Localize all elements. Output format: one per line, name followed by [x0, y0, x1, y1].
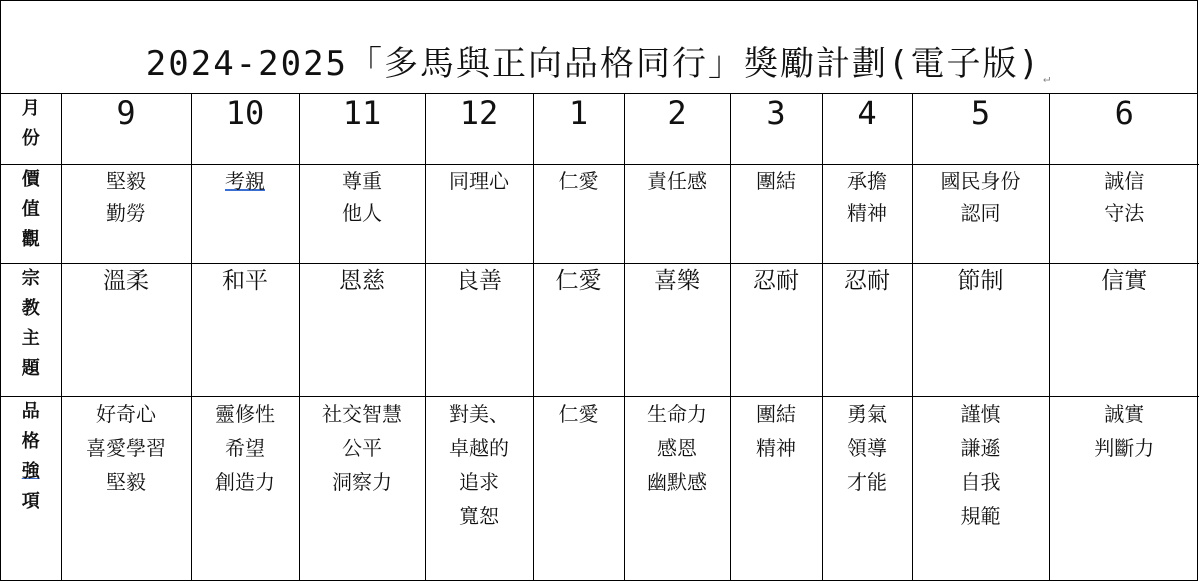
values-row-header	[1, 164, 61, 263]
strengths-text: 追求	[459, 469, 499, 494]
values-cell	[191, 164, 299, 263]
strengths-cell	[425, 396, 533, 580]
religion-text: 忍耐	[844, 267, 890, 294]
values-header-char: 值	[21, 198, 40, 220]
strengths-header-char: 項	[21, 490, 40, 512]
values-cell	[425, 164, 533, 263]
strengths-text: 誠實	[1104, 401, 1145, 426]
month-cell: 11	[299, 94, 425, 164]
values-text: 團結	[756, 168, 796, 193]
religion-row	[1, 263, 1199, 396]
strengths-text: 幽默感	[647, 469, 707, 494]
strengths-row	[1, 396, 1199, 580]
strengths-cell	[912, 396, 1049, 580]
strengths-text: 社交智慧	[322, 401, 402, 426]
month-cell: 4	[822, 94, 912, 164]
strengths-text: 感恩	[657, 435, 697, 460]
strengths-text: 堅毅	[106, 469, 146, 494]
religion-cell	[624, 263, 730, 396]
religion-cell	[730, 263, 822, 396]
religion-text: 溫柔	[103, 267, 149, 294]
strengths-text: 公平	[342, 435, 382, 460]
strengths-text: 對美、	[449, 401, 509, 426]
month-row	[1, 94, 1199, 164]
values-cell	[624, 164, 730, 263]
religion-cell	[299, 263, 425, 396]
strengths-text: 團結	[756, 401, 796, 426]
strengths-text: 寬恕	[459, 503, 499, 528]
religion-text: 忍耐	[753, 267, 799, 294]
religion-header-char: 宗	[21, 267, 40, 289]
title-row	[1, 1, 1197, 94]
religion-cell	[1049, 263, 1199, 396]
strengths-cell	[624, 396, 730, 580]
strengths-text: 勇氣	[847, 401, 887, 426]
month-cell: 10	[191, 94, 299, 164]
strengths-text: 仁愛	[558, 401, 599, 426]
values-text: 尊重	[342, 168, 382, 193]
strengths-text: 自我	[960, 469, 1001, 494]
strengths-cell	[299, 396, 425, 580]
values-cell	[61, 164, 191, 263]
values-cell	[1049, 164, 1199, 263]
month-cell: 5	[912, 94, 1049, 164]
religion-header-char: 主	[21, 327, 40, 349]
strengths-text: 喜愛學習	[86, 435, 166, 460]
religion-cell	[425, 263, 533, 396]
strengths-text: 希望	[225, 435, 265, 460]
strengths-text: 精神	[756, 435, 796, 460]
values-header-char: 觀	[21, 228, 40, 250]
religion-cell	[912, 263, 1049, 396]
document-title: 2024-2025「多馬與正向品格同行」獎勵計劃(電子版)	[145, 44, 1041, 84]
month-cell: 3	[730, 94, 822, 164]
religion-cell	[61, 263, 191, 396]
strengths-text: 洞察力	[332, 469, 392, 494]
month-cell: 12	[425, 94, 533, 164]
values-text: 承擔	[847, 168, 887, 193]
strengths-text: 規範	[960, 503, 1001, 528]
religion-text: 信實	[1101, 267, 1148, 294]
religion-cell	[533, 263, 624, 396]
religion-text: 節制	[957, 267, 1004, 294]
values-text: 他人	[342, 200, 382, 225]
strengths-cell	[822, 396, 912, 580]
month-cell: 2	[624, 94, 730, 164]
values-cell	[912, 164, 1049, 263]
values-text: 仁愛	[558, 168, 599, 193]
values-cell	[533, 164, 624, 263]
strengths-cell	[191, 396, 299, 580]
values-cell	[822, 164, 912, 263]
religion-cell	[191, 263, 299, 396]
religion-text: 恩慈	[339, 267, 385, 294]
values-cell	[730, 164, 822, 263]
values-cell	[299, 164, 425, 263]
values-text: 勤勞	[106, 200, 146, 225]
month-cell: 1	[533, 94, 624, 164]
month-header-char: 月	[21, 98, 40, 119]
month-cell: 6	[1049, 94, 1199, 164]
religion-row-header	[1, 263, 61, 396]
religion-text: 和平	[222, 267, 268, 294]
religion-text: 良善	[456, 267, 502, 294]
values-text: 誠信	[1104, 168, 1145, 193]
strengths-cell	[61, 396, 191, 580]
strengths-text: 好奇心	[96, 401, 156, 426]
values-text: 守法	[1104, 200, 1145, 225]
month-row-header	[1, 94, 61, 164]
religion-text: 仁愛	[555, 267, 602, 294]
values-text: 精神	[847, 200, 887, 225]
plan-table	[1, 94, 1199, 580]
paragraph-mark-icon: ↵	[1042, 71, 1053, 85]
strengths-row-header	[1, 396, 61, 580]
strengths-text: 才能	[847, 469, 887, 494]
strengths-text: 靈修性	[215, 401, 275, 426]
strengths-text: 謙遜	[960, 435, 1001, 460]
strengths-text: 生命力	[647, 401, 707, 426]
strengths-text: 創造力	[215, 469, 275, 494]
strengths-cell	[1049, 396, 1199, 580]
month-header-char: 份	[21, 128, 40, 149]
religion-header-char: 題	[21, 357, 40, 379]
religion-text: 喜樂	[654, 267, 700, 294]
strengths-text: 領導	[847, 435, 887, 460]
strengths-cell	[533, 396, 624, 580]
values-text: 認同	[960, 200, 1001, 225]
values-text: 考親	[225, 168, 265, 193]
values-row	[1, 164, 1199, 263]
values-text: 堅毅	[106, 168, 146, 193]
values-text: 國民身份	[940, 168, 1021, 193]
strengths-cell	[730, 396, 822, 580]
values-text: 同理心	[449, 168, 509, 193]
strengths-text: 卓越的	[449, 435, 509, 460]
strengths-text: 謹慎	[960, 401, 1001, 426]
month-cell: 9	[61, 94, 191, 164]
strengths-header-char: 強	[21, 460, 40, 482]
strengths-header-char: 格	[21, 430, 40, 452]
strengths-header-char: 品	[21, 400, 40, 422]
religion-cell	[822, 263, 912, 396]
values-header-char: 價	[21, 168, 40, 190]
religion-header-char: 教	[21, 297, 40, 319]
values-text: 責任感	[647, 168, 707, 193]
strengths-text: 判斷力	[1094, 435, 1155, 460]
